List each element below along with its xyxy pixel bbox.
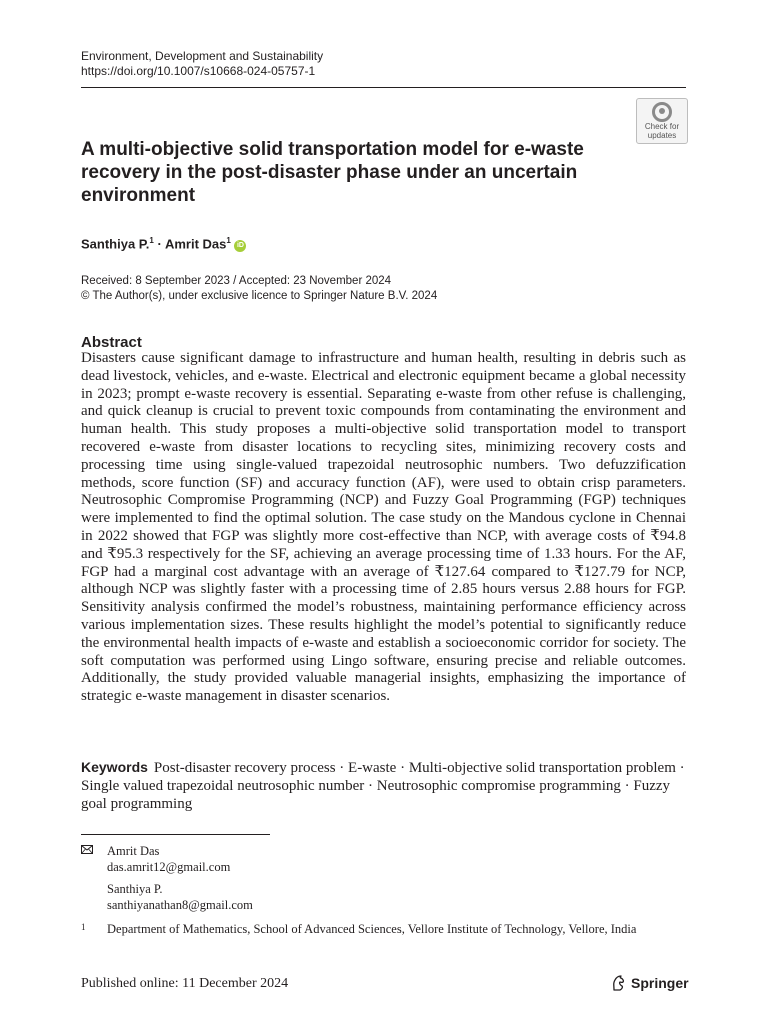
crossmark-icon — [652, 102, 672, 122]
correspondence-block — [81, 843, 253, 913]
contact-email[interactable]: santhiyanathan8@gmail.com — [107, 898, 253, 912]
footnote-divider — [81, 834, 270, 835]
keywords-section — [81, 758, 686, 813]
abstract-heading: Abstract — [81, 334, 142, 351]
author-name-amrit[interactable]: Amrit Das — [164, 236, 227, 252]
affiliation-footnote — [81, 921, 641, 937]
author-separator: · — [157, 236, 162, 252]
crossmark-label-line1: Check for — [644, 122, 680, 131]
contact-amrit — [107, 843, 253, 875]
journal-name: Environment, Development and Sustainability — [81, 49, 324, 63]
publication-dates — [81, 274, 437, 304]
received-accepted-dates: Received: 8 September 2023 / Accepted: 23 November 2024 — [81, 275, 392, 287]
springer-horse-icon — [611, 975, 625, 991]
contact-name: Santhiya P. — [107, 882, 163, 896]
author-list — [81, 232, 246, 253]
author-affiliation-marker: 1 — [149, 236, 154, 245]
journal-header — [81, 49, 323, 79]
affiliation-number: 1 — [81, 922, 86, 932]
published-online-date: Published online: 11 December 2024 — [81, 976, 289, 991]
author-name-santhiya[interactable]: Santhiya P. — [81, 236, 150, 252]
header-divider — [81, 87, 686, 88]
doi-link[interactable]: https://doi.org/10.1007/s10668-024-05757-1 — [81, 64, 316, 78]
publisher-name: Springer — [631, 975, 689, 991]
contact-name: Amrit Das — [107, 844, 160, 858]
abstract-text: Disasters cause significant damage to infrastructure and human health, resulting in debris such as dead livestock, vehicles, and e-waste. Electrical and electronic equipment became a global necessity in 2023; prompt e-waste recovery is essential. Separating e-waste from other refuse is challenging, and quick cleanup is crucial to prevent toxic compounds from contaminating the environment and human health. This study proposes a multi-objective solid transportation model to transport recovered e-waste from disaster locations to recycling sites, minimizing recovery costs and processing time using single-valued trapezoidal neutrosophic numbers. Two defuzzification methods, score function (SF) and accuracy function (AF), were used to obtain crisp parameters. Neutrosophic Compromise Programming (NCP) and Fuzzy Goal Programming (FGP) techniques were implemented to find the optimal solution. The case study on the Mandous cyclone in Chennai in 2022 showed that FGP was slightly more cost-effective than NCP, with average costs of ₹94.8 and ₹95.3 respectively for the SF, achieving an average processing time of 1.33 hours. For the AF, FGP had a marginal cost advantage with an average of ₹127.64 compared to ₹127.79 for NCP, although NCP was slightly faster with a processing time of 2.85 hours versus 2.88 hours for FGP. Sensitivity analysis confirmed the model’s robustness, maintaining performance efficiency across various implementation sizes. These results highlight the model’s potential to significantly reduce the environmental health impacts of e-waste and establish a socioeconomic corridor for society. The soft computation was performed using Lingo software, ensuring precise and reliable outcomes. Additionally, the study provided valuable managerial insights, emphasizing the importance of strategic e-waste management in disaster scenarios. — [81, 350, 686, 705]
contact-santhiya — [107, 881, 253, 913]
crossmark-label-line2: updates — [647, 131, 677, 140]
keywords-label: Keywords — [81, 759, 148, 775]
author-affiliation-marker: 1 — [226, 236, 231, 245]
orcid-icon[interactable]: iD — [234, 240, 246, 252]
check-for-updates-badge[interactable] — [636, 98, 688, 144]
envelope-icon — [81, 845, 93, 854]
paper-title: A multi-objective solid transportation model for e-waste recovery in the post-disaster phase under an uncertain environment — [81, 139, 584, 206]
affiliation-text: Department of Mathematics, School of Advanced Sciences, Vellore Institute of Technology, Vellore, India — [107, 922, 637, 936]
springer-logo — [611, 974, 689, 992]
keywords-list: Post-disaster recovery process · E-waste · Multi-objective solid transportation problem · Single valued trapezoidal neutrosophic number · Neutrosophic compromise programming · Fuzzy goal programming — [81, 760, 685, 812]
copyright-notice: © The Author(s), under exclusive licence to Springer Nature B.V. 2024 — [81, 290, 438, 302]
contact-email[interactable]: das.amrit12@gmail.com — [107, 860, 231, 874]
